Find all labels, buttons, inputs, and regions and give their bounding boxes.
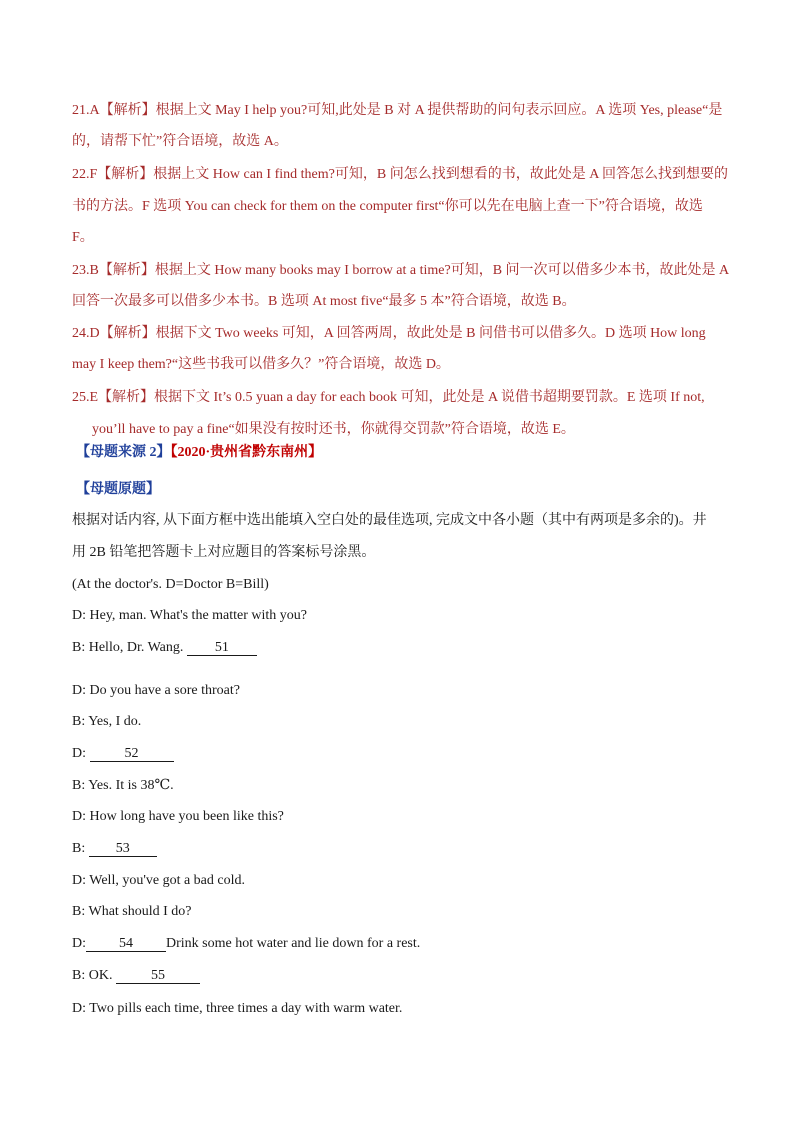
- dialogue-setting: (At the doctor's. D=Doctor B=Bill): [72, 577, 269, 592]
- dialogue-line-12: [72, 967, 200, 985]
- dialogue-line-3: D: Do you have a sore throat?: [72, 683, 240, 698]
- answer-23-line-1: 23.B【解析】根据上文 How many books may I borrow at a time?可知，B 问一次可以借多少本书，故此处是 A: [72, 263, 730, 278]
- answer-22-line-3: F。: [72, 230, 94, 245]
- blank-54[interactable]: 54: [86, 937, 166, 952]
- dialogue-line-11-text: Drink some hot water and lie down for a rest.: [166, 936, 421, 951]
- dialogue-line-11-speaker: D:: [72, 936, 86, 951]
- answer-22-line-1: 22.F【解析】根据上文 How can I find them?可知，B 问怎么找到想看的书，故此处是 A 回答怎么找到想要的: [72, 167, 729, 182]
- dialogue-line-12-text: B: OK.: [72, 968, 113, 983]
- answer-25-line-2: you’ll have to pay a fine“如果没有按时还书，你就得交罚款”符合语境，故选 E。: [92, 422, 575, 437]
- source-line: [76, 444, 322, 462]
- answer-25-line-1: 25.E【解析】根据下文 It’s 0.5 yuan a day for each book 可知，此处是 A 说借书超期要罚款。E 选项 If not,: [72, 390, 705, 405]
- blank-53[interactable]: 53: [89, 842, 157, 857]
- answer-23-line-2: 回答一次最多可以借多少本书。B 选项 At most five“最多 5 本”符合语境，故选 B。: [72, 294, 576, 309]
- dialogue-line-8-speaker: B:: [72, 841, 86, 856]
- dialogue-line-2: [72, 639, 257, 657]
- dialogue-line-7: D: How long have you been like this?: [72, 809, 284, 824]
- source-detail: 【2020·贵州省黔东南州】: [170, 445, 323, 460]
- dialogue-line-1: D: Hey, man. What's the matter with you?: [72, 608, 308, 623]
- dialogue-line-10: B: What should I do?: [72, 904, 192, 919]
- dialogue-line-9: D: Well, you've got a bad cold.: [72, 873, 245, 888]
- dialogue-line-6: B: Yes. It is 38℃.: [72, 778, 174, 793]
- dialogue-line-13: D: Two pills each time, three times a day with warm water.: [72, 1001, 403, 1016]
- instructions-line-1: 根据对话内容, 从下面方框中选出能填入空白处的最佳选项, 完成文中各小题（其中有两项是多余的)。井: [72, 513, 707, 528]
- dialogue-line-8: [72, 840, 157, 858]
- source-label: 【母题来源 2】: [76, 445, 171, 460]
- blank-55[interactable]: 55: [116, 969, 200, 984]
- dialogue-line-11: [72, 935, 420, 953]
- answer-21-line-1: 21.A【解析】根据上文 May I help you?可知,此处是 B 对 A 提供帮助的问句表示回应。A 选项 Yes, please“是: [72, 103, 723, 118]
- dialogue-line-5-speaker: D:: [72, 746, 86, 761]
- answer-21-line-2: 的，请帮下忙”符合语境，故选 A。: [72, 134, 288, 149]
- answer-24-line-1: 24.D【解析】根据下文 Two weeks 可知，A 回答两周，故此处是 B 问借书可以借多久。D 选项 How long: [72, 326, 706, 341]
- dialogue-line-5: [72, 745, 174, 763]
- instructions-line-2: 用 2B 铅笔把答题卡上对应题目的答案标号涂黑。: [72, 545, 376, 560]
- blank-52[interactable]: 52: [90, 747, 174, 762]
- blank-51[interactable]: 51: [187, 641, 257, 656]
- dialogue-line-2-text: B: Hello, Dr. Wang.: [72, 640, 184, 655]
- answer-22-line-2: 书的方法。F 选项 You can check for them on the computer first“你可以先在电脑上查一下”符合语境，故选: [72, 199, 703, 214]
- dialogue-line-4: B: Yes, I do.: [72, 714, 142, 729]
- answer-24-line-2: may I keep them?“这些书我可以借多久？”符合语境，故选 D。: [72, 357, 450, 372]
- original-question-label: 【母题原题】: [76, 482, 160, 497]
